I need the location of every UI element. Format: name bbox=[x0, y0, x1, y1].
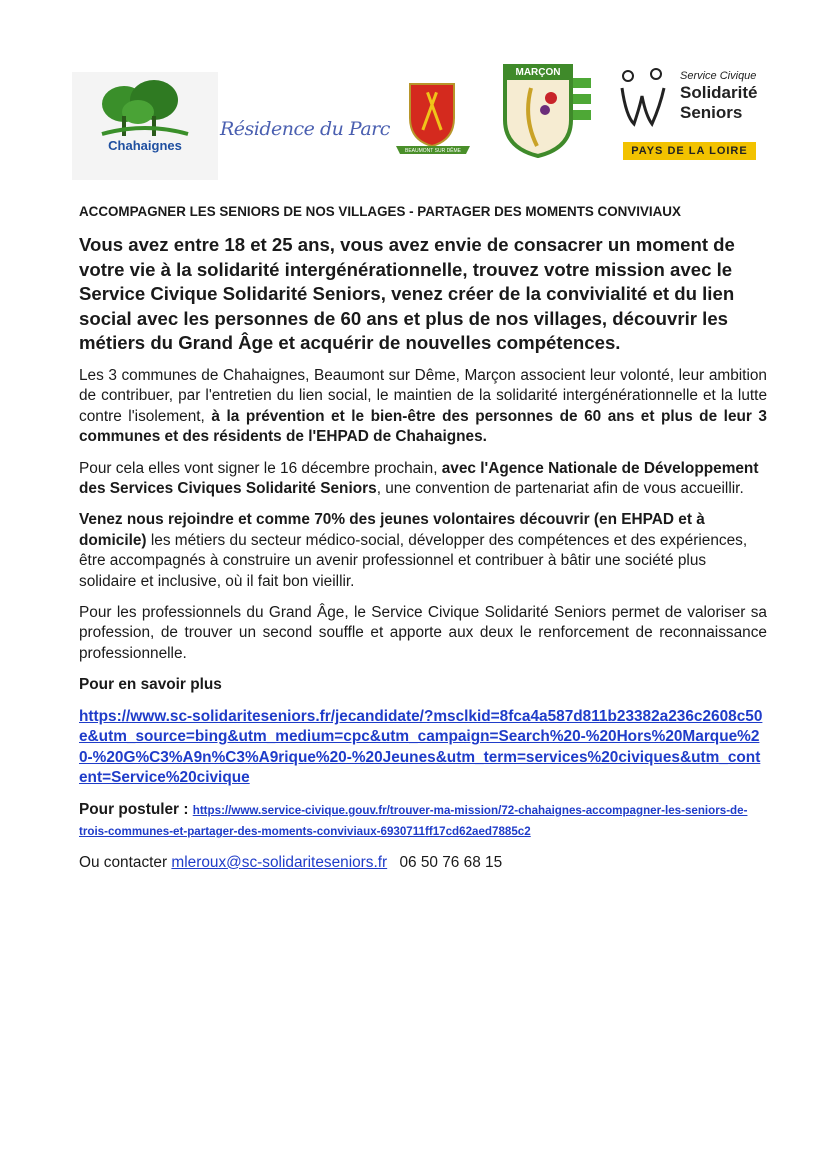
scss-big-label-1: Solidarité bbox=[680, 83, 758, 102]
apply-line bbox=[79, 800, 767, 842]
scss-big-label-2: Seniors bbox=[680, 103, 743, 122]
coat-of-arms-icon bbox=[392, 80, 474, 158]
paragraph-communes bbox=[79, 366, 767, 448]
paragraph-text: les métiers du secteur médico-social, développer des compétences et des expériences, être accompagnés à construire un avenir professionnel et contribuer à bâtir une société plus solidaire et inclusive, où il fait bon vieillir. bbox=[79, 531, 748, 590]
paragraph-bold-text: à la prévention et le bien-être des personnes de 60 ans et plus de leur 3 communes et des résidents de l'EHPAD de Chahaignes. bbox=[79, 407, 767, 446]
more-info-link-block bbox=[79, 707, 767, 789]
paragraph-professionals: Pour les professionnels du Grand Âge, le Service Civique Solidarité Seniors permet de valoriser sa profession, de trouver un second souffle et apporte aux deux le renforcement de reconnaissance professionnelle. bbox=[79, 604, 767, 662]
apply-label: Pour postuler : bbox=[79, 800, 189, 818]
more-info-label bbox=[79, 675, 767, 695]
contact-line bbox=[79, 853, 767, 873]
paragraph-convention bbox=[79, 459, 767, 500]
beaumont-logo bbox=[392, 80, 474, 158]
residence-label: Résidence du Parc bbox=[220, 118, 390, 140]
document-headline: ACCOMPAGNER LES SENIORS DE NOS VILLAGES - PARTAGER DES MOMENTS CONVIVIAUX bbox=[79, 204, 681, 219]
contact-label: Ou contacter bbox=[79, 853, 168, 871]
marcon-crest-icon bbox=[493, 58, 591, 158]
chahaignes-label: Chahaignes bbox=[108, 138, 182, 153]
trees-icon bbox=[72, 72, 218, 142]
contact-phone: 06 50 76 68 15 bbox=[399, 853, 503, 871]
paragraph-text: Pour cela elles vont signer le 16 décembre prochain, bbox=[79, 459, 442, 477]
more-info-text: Pour en savoir plus bbox=[79, 676, 222, 694]
more-info-link[interactable]: https://www.sc-solidariteseniors.fr/jecandidate/?msclkid=8fca4a587d811b23382a236c2608c50e&utm_source=bing&utm_medium=cpc&utm_campaign=Search%20-%20Hors%20Marque%20-%20G%C3%A9n%C3%A9rique%20-%20Jeunes&utm_term=services%20civiques&utm_content=Service%20civique bbox=[79, 707, 763, 787]
paragraph-text: , une convention de partenariat afin de vous accueillir. bbox=[376, 480, 744, 497]
region-band: PAYS DE LA LOIRE bbox=[623, 142, 756, 160]
paragraph-bold-text: avec l'Agence Nationale de Développement des Services Civiques Solidarité Seniors bbox=[79, 459, 759, 497]
chahaignes-logo bbox=[72, 72, 218, 180]
paragraph-text: Les 3 communes de Chahaignes, Beaumont sur Dême, Marçon associent leur volonté, leur ambition de contribuer, par l'entretien du lien social, le maintien de la solidarité intergénérationnelle et la lutte contre l'isolement, bbox=[79, 366, 767, 425]
svg-text:BEAUMONT SUR DÊME: BEAUMONT SUR DÊME bbox=[404, 148, 462, 154]
sc-solidarite-seniors-logo bbox=[616, 66, 786, 162]
logo-banner bbox=[0, 0, 827, 190]
document-body bbox=[79, 200, 767, 884]
svg-text:MARÇON: MARÇON bbox=[515, 67, 561, 78]
marcon-logo bbox=[493, 58, 591, 158]
paragraph-bold-text: Venez nous rejoindre et comme 70% des jeunes volontaires découvrir (en EHPAD et à domicile) bbox=[79, 511, 705, 549]
apply-link[interactable]: https://www.service-civique.gouv.fr/trouver-ma-mission/72-chahaignes-accompagner-les-seniors-de-trois-communes-et-partager-des-moments-conviviaux-6930711ff17cd62aed7885c2 bbox=[79, 803, 748, 838]
scss-small-label: Service Civique bbox=[680, 70, 757, 82]
residence-logo bbox=[220, 118, 390, 160]
paragraph-volunteers bbox=[79, 510, 767, 592]
lead-paragraph: Vous avez entre 18 et 25 ans, vous avez envie de consacrer un moment de votre vie à la solidarité intergénérationnelle, trouvez votre mission avec le Service Civique Solidarité Seniors, venez créer de la convivialité et du lien social avec les personnes de 60 ans et plus de nos villages, découvrir les métiers du Grand Âge et acquérir de nouvelles compétences. bbox=[79, 234, 735, 354]
contact-email-link[interactable]: mleroux@sc-solidariteseniors.fr bbox=[171, 853, 388, 871]
figures-icon bbox=[616, 66, 678, 136]
